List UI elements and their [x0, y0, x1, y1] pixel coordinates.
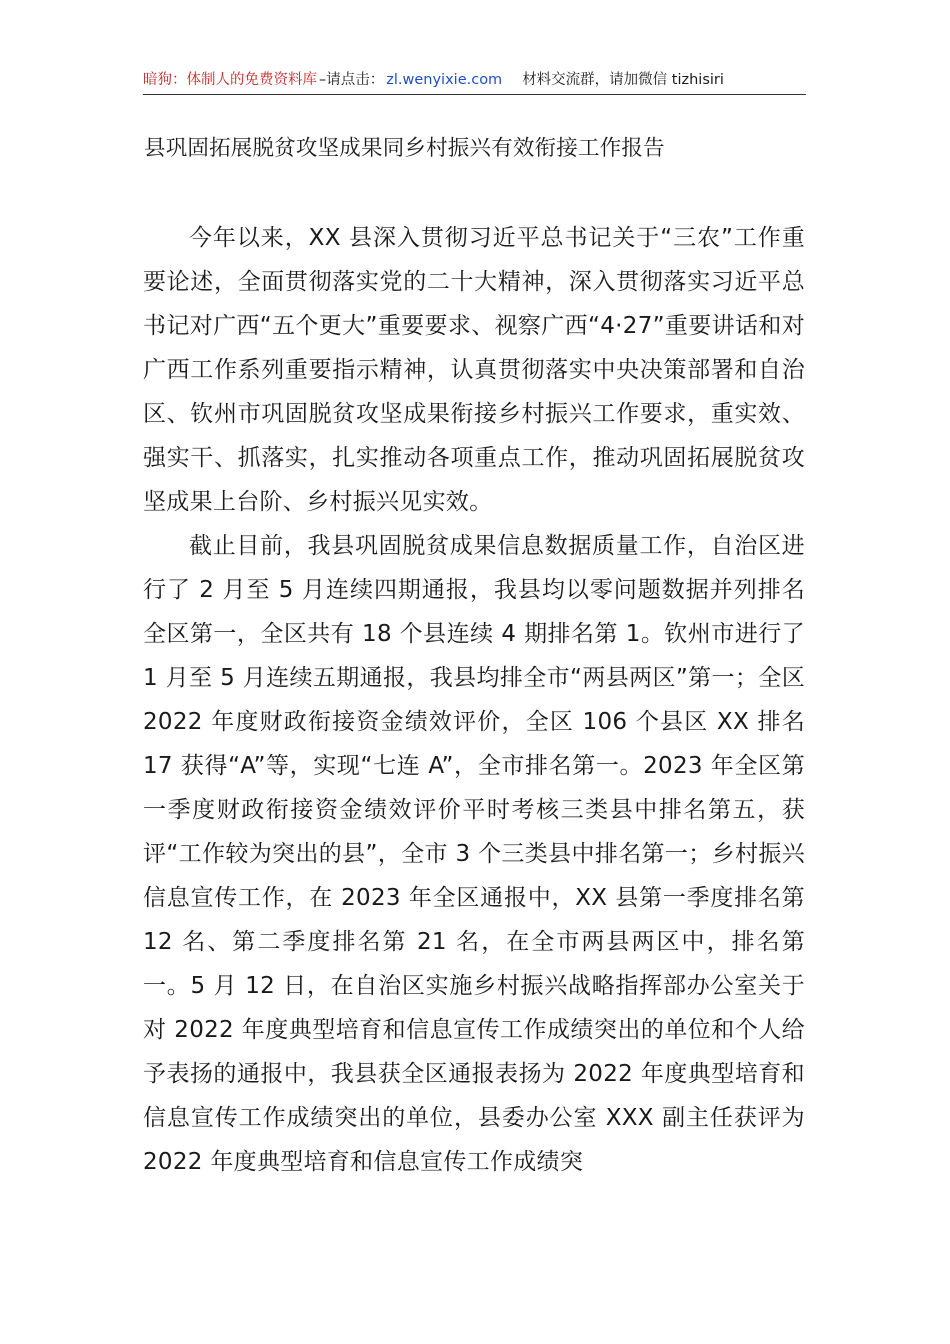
header-group-note: 材料交流群，请加微信 tizhisiri [522, 72, 724, 88]
header-link-prefix: –请点击： [319, 72, 385, 88]
header-divider [143, 94, 806, 95]
paragraph-results: 截止目前，我县巩固脱贫成果信息数据质量工作，自治区进行了 2 月至 5 月连续四期通报，我县均以零问题数据并列排名全区第一，全区共有 18 个县连续 4 期排名第 1。钦州市进行了 1 月至 5 月连续五期通报，我县均排全市“两县两区”第一；全区 2022 年度财政衔接资金绩效评价，全区 106 个县区 XX 排名 17 获得“A”等，实现“七连 A”，全市排名第一。2023 年全区第一季度财政衔接资金绩效评价平时考核三类县中排名第五，获评“工作较为突出的县”，全市 3 个三类县中排名第一；乡村振兴信息宣传工作，在 2023 年全区通报中，XX 县第一季度排名第 12 名、第二季度排名第 21 名，在全市两县两区中，排名第一。5 月 12 日，在自治区实施乡村振兴战略指挥部办公室关于对 2022 年度典型培育和信息宣传工作成绩突出的单位和个人给予表扬的通报中，我县获全区通报表扬为 2022 年度典型培育和信息宣传工作成绩突出的单位，县委办公室 XXX 副主任获评为 2022 年度典型培育和信息宣传工作成绩突 [143, 533, 805, 1175]
header-brand: 暗狗：体制人的免费资料库 [143, 72, 317, 88]
watermark-header [143, 68, 806, 92]
header-url-link[interactable]: zl.wenyixie.com [386, 72, 503, 88]
document-body [143, 216, 805, 1184]
document-title: 县巩固拓展脱贫攻坚成果同乡村振兴有效衔接工作报告 [144, 136, 665, 161]
paragraph-intro: 今年以来，XX 县深入贯彻习近平总书记关于“三农”工作重要论述，全面贯彻落实党的二十大精神，深入贯彻落实习近平总书记对广西“五个更大”重要要求、视察广西“4·27”重要讲话和对广西工作系列重要指示精神，认真贯彻落实中央决策部署和自治区、钦州市巩固脱贫攻坚成果衔接乡村振兴工作要求，重实效、强实干、抓落实，扎实推动各项重点工作，推动巩固拓展脱贫攻坚成果上台阶、乡村振兴见实效。 [143, 225, 805, 515]
